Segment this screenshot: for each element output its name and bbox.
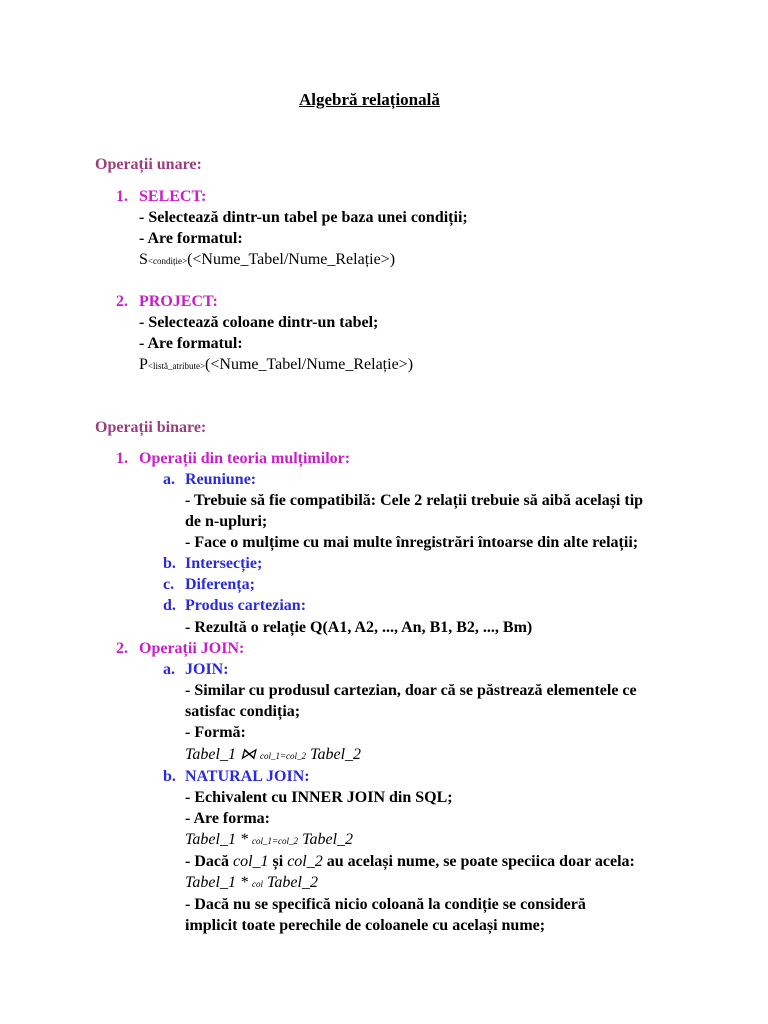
natural-join-line-2: - Are forma: (185, 810, 270, 827)
join-ops-label: Operații JOIN: (139, 640, 245, 657)
project-format-symbol: P (139, 356, 148, 373)
select-format-intro: - Are formatul: (139, 230, 243, 247)
natural-join-line-4: - Dacă nu se specifică nicio coloană la condiție se consideră (185, 896, 586, 913)
natural-join-formula-1 (185, 830, 353, 851)
join-line-1: - Similar cu produsul cartezian, doar că se păstrează elementele ce (185, 682, 637, 699)
union-line-3: - Face o mulțime cu mai multe înregistrări întoarse din alte relații; (185, 534, 639, 551)
cartesian-line-1: - Rezultă o relație Q(A1, A2, ..., An, B1, B2, ..., Bm) (185, 619, 533, 636)
natural-join-line-1: - Echivalent cu INNER JOIN din SQL; (185, 789, 453, 806)
difference-letter: c. (163, 576, 175, 593)
join-formula (185, 745, 361, 766)
join-line-2: satisfac condiția; (185, 703, 301, 720)
natural-join-line-5: implicit toate perechile de coloanele cu același nume; (185, 917, 546, 934)
natural-join-label: NATURAL JOIN: (185, 768, 310, 785)
page-title: Algebră relațională (299, 90, 440, 109)
natural-join-formula-1-right: Tabel_2 (298, 831, 354, 848)
union-line-2: de n-upluri; (185, 513, 268, 530)
natural-join-line-3-b: și (268, 853, 288, 870)
project-format-intro: - Are formatul: (139, 335, 243, 352)
select-format-symbol: S (139, 251, 148, 268)
natural-join-line-3 (185, 852, 635, 872)
natural-join-col-1: col_1 (232, 853, 269, 870)
union-label: Reuniune: (185, 471, 257, 488)
project-format (139, 355, 413, 376)
intersection-letter: b. (163, 555, 176, 572)
natural-join-formula-2-left: Tabel_1 * (185, 874, 252, 891)
project-format-args: (<Nume_Tabel/Nume_Relație>) (205, 356, 414, 373)
join-formula-left: Tabel_1 ⋈ (185, 746, 260, 763)
project-desc-line: - Selectează coloane dintr-un tabel; (139, 314, 379, 331)
select-desc-line: - Selectează dintr-un tabel pe baza unei condiții; (139, 209, 468, 226)
set-ops-label: Operații din teoria mulțimilor: (139, 450, 351, 467)
select-format (139, 250, 395, 271)
project-number: 2. (116, 293, 128, 310)
select-label: SELECT: (139, 188, 207, 205)
natural-join-line-3-c: au același nume, se poate speciica doar acela: (322, 853, 635, 870)
natural-join-formula-2-condition: col (251, 879, 263, 889)
natural-join-formula-2-right: Tabel_2 (262, 874, 318, 891)
join-ops-number: 2. (116, 640, 128, 657)
unary-heading: Operații unare: (95, 156, 202, 173)
natural-join-formula-1-condition: col_1=col_2 (251, 836, 299, 846)
union-line-1: - Trebuie să fie compatibilă: Cele 2 relații trebuie să aibă același tip (185, 492, 644, 509)
project-format-attributes: <listă_atribute> (147, 361, 206, 371)
join-formula-condition: col_1=col_2 (259, 751, 307, 761)
intersection-label: Intersecție; (185, 555, 263, 572)
natural-join-letter: b. (163, 768, 176, 785)
set-ops-number: 1. (116, 450, 128, 467)
difference-label: Diferența; (185, 576, 255, 593)
union-letter: a. (163, 471, 175, 488)
natural-join-line-3-a: - Dacă (185, 853, 233, 870)
join-label: JOIN: (185, 661, 229, 678)
select-format-args: (<Nume_Tabel/Nume_Relație>) (187, 251, 396, 268)
select-format-condition: <condiție> (147, 256, 188, 266)
cartesian-label: Produs cartezian: (185, 597, 307, 614)
cartesian-letter: d. (163, 597, 176, 614)
natural-join-formula-2 (185, 873, 318, 894)
join-line-3: - Formă: (185, 724, 246, 741)
join-letter: a. (163, 661, 175, 678)
join-formula-right: Tabel_2 (306, 746, 362, 763)
project-label: PROJECT: (139, 293, 218, 310)
select-number: 1. (116, 188, 128, 205)
binary-heading: Operații binare: (95, 419, 207, 436)
natural-join-formula-1-left: Tabel_1 * (185, 831, 252, 848)
natural-join-col-2: col_2 (287, 853, 323, 870)
